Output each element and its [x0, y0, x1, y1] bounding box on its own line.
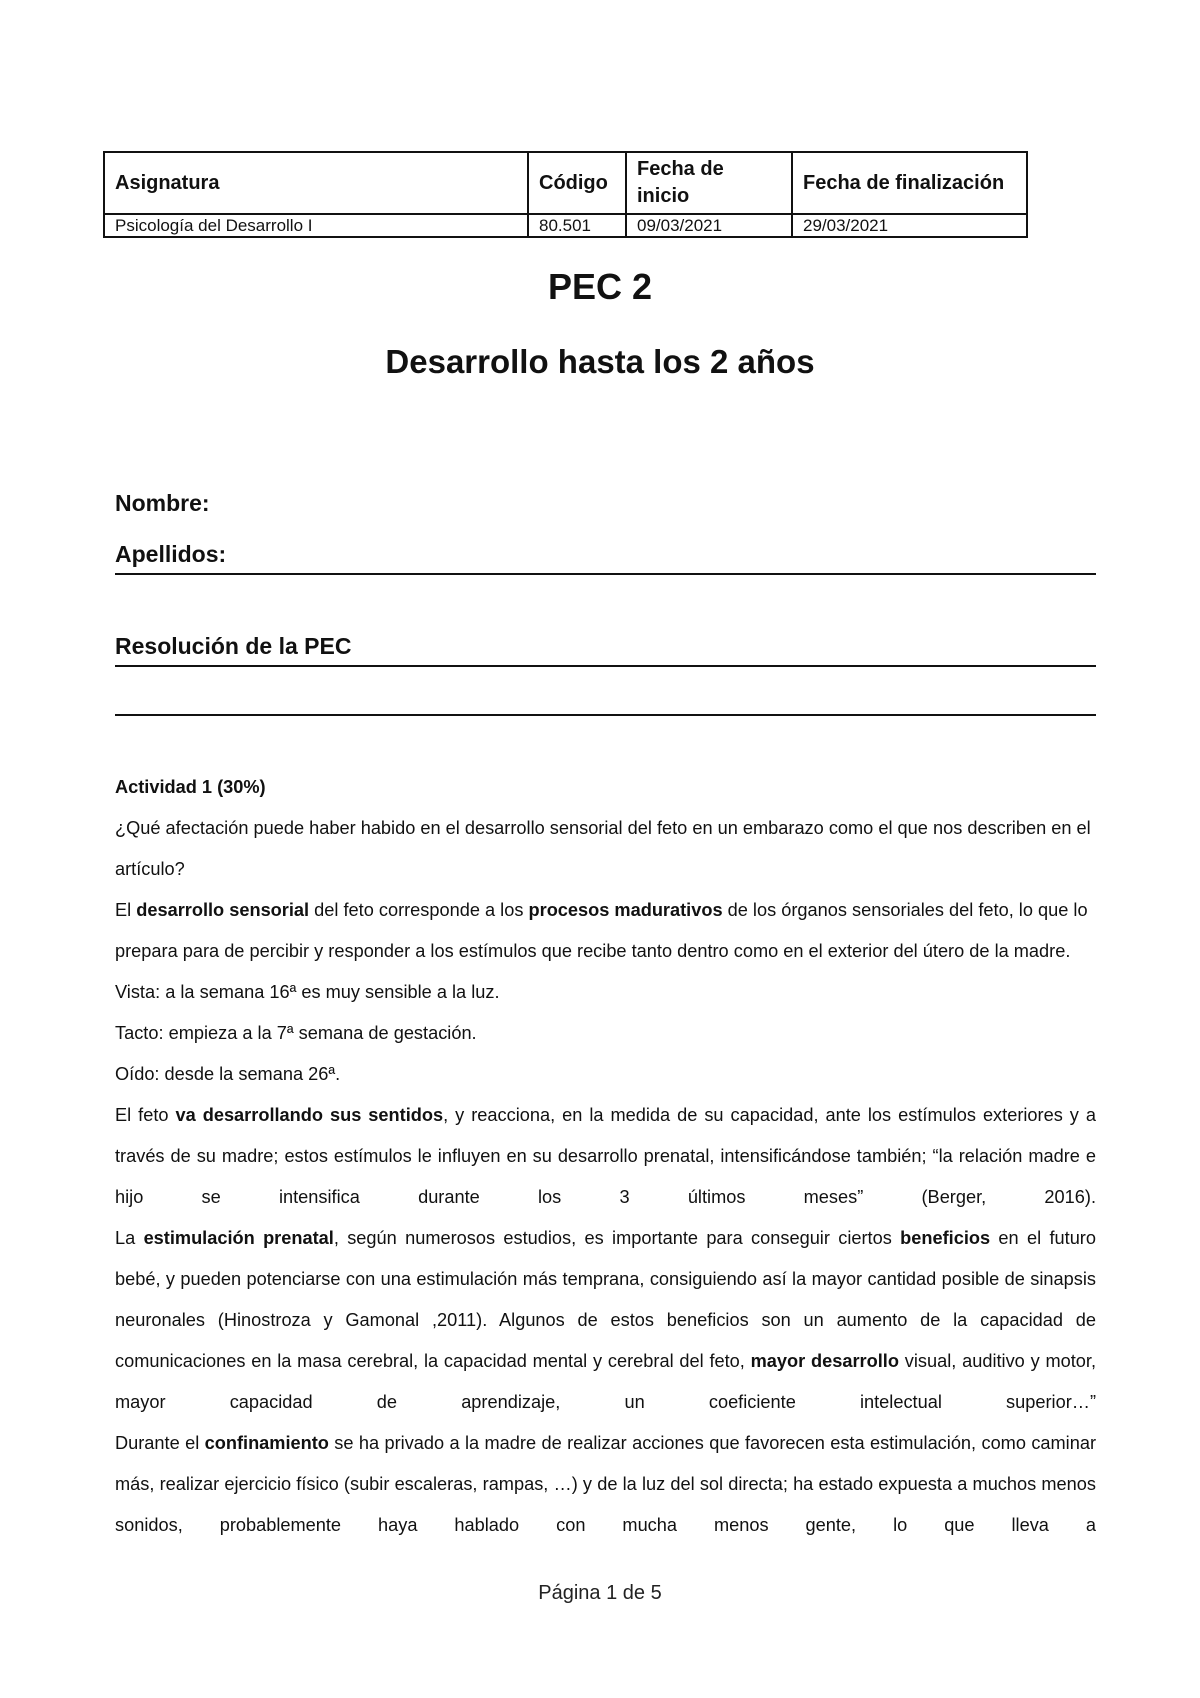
apellidos-underline [115, 573, 1096, 575]
paragraph-estimulacion: La estimulación prenatal, según numerosos estudios, es importante para conseguir ciertos beneficios en el futuro bebé, y pueden potenciarse con una estimulación más temprana, consiguiendo así la mayor cantidad posible de sinapsis neuronales (Hinostroza y Gamonal ,2011). Algunos de estos beneficios son un aumento de la capacidad de comunicaciones en la masa cerebral, la capacidad mental y cerebral del feto, mayor desarrollo visual, auditivo y motor, mayor capacidad de aprendizaje, un coeficiente intelectual superior…” [115, 1228, 1097, 1412]
document-subtitle: Desarrollo hasta los 2 años [385, 343, 815, 380]
actividad-question: ¿Qué afectación puede haber habido en el desarrollo sensorial del feto en un embarazo como el que nos describen en el artículo? [115, 818, 1091, 879]
vista-line: Vista: a la semana 16ª es muy sensible a la luz. [115, 982, 500, 1002]
value-fecha-fin: 29/03/2021 [792, 214, 1027, 237]
header-fecha-fin: Fecha de finalización [792, 152, 1027, 214]
header-fecha-inicio: Fecha de inicio [626, 152, 792, 214]
value-codigo: 80.501 [528, 214, 626, 237]
oido-line: Oído: desde la semana 26ª. [115, 1064, 341, 1084]
table-header-row [104, 152, 1027, 214]
actividad-heading: Actividad 1 (30%) [115, 777, 266, 797]
paragraph-sentidos: El feto va desarrollando sus sentidos, y reacciona, en la medida de su capacidad, ante los estímulos exteriores y a través de su madre; estos estímulos le influyen en su desarrollo prenatal, intensificándose también; “la relación madre e hijo se intensifica durante los 3 últimos meses” (Berger, 2016). [115, 1105, 1096, 1207]
resolucion-heading: Resolución de la PEC [115, 633, 352, 659]
tacto-line: Tacto: empieza a la 7ª semana de gestación. [115, 1023, 477, 1043]
document-title: PEC 2 [547, 266, 653, 307]
answer-divider [115, 714, 1096, 716]
nombre-label: Nombre: [115, 490, 210, 516]
page-number: Página 1 de 5 [538, 1582, 662, 1604]
value-asignatura: Psicología del Desarrollo I [104, 214, 528, 237]
header-asignatura: Asignatura [104, 152, 528, 214]
course-info-table [103, 151, 1028, 238]
header-codigo: Código [528, 152, 626, 214]
table-row [104, 214, 1027, 237]
value-fecha-inicio: 09/03/2021 [626, 214, 792, 237]
resolucion-underline [115, 665, 1096, 667]
answer-body [115, 767, 1096, 1546]
apellidos-label: Apellidos: [115, 541, 227, 567]
paragraph-confinamiento: Durante el confinamiento se ha privado a la madre de realizar acciones que favorecen esta estimulación, como caminar más, realizar ejercicio físico (subir escaleras, rampas, …) y de la luz del sol directa; ha estado expuesta a muchos menos sonidos, probablemente haya hablado con mucha menos gente, lo que lleva a [115, 1433, 1097, 1535]
paragraph-desarrollo-sensorial: El desarrollo sensorial del feto corresponde a los procesos madurativos de los órganos sensoriales del feto, lo que lo prepara para de percibir y responder a los estímulos que recibe tanto dentro como en el exterior del útero de la madre. [115, 900, 1088, 961]
